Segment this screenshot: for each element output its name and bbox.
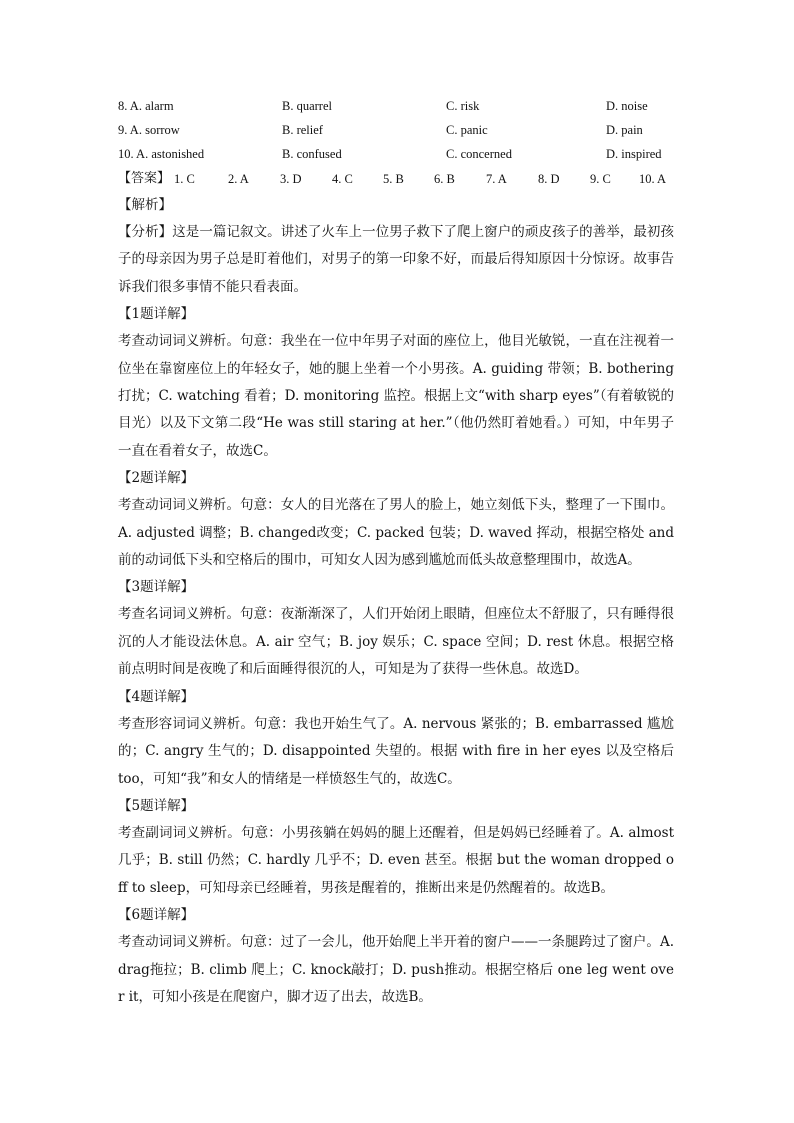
answer-item: 10. A: [639, 172, 667, 186]
option-row-10: [118, 142, 674, 166]
option-row-9: [118, 118, 674, 142]
option-c: C. panic: [446, 123, 488, 137]
option-b: B. confused: [282, 147, 342, 161]
detail-heading-4: 【4题详解】: [118, 688, 195, 705]
document-content: [118, 94, 674, 1011]
option-a: 10. A. astonished: [118, 147, 205, 161]
detail-heading-3: 【3题详解】: [118, 579, 195, 596]
option-c: C. risk: [446, 99, 480, 113]
option-c: C. concerned: [446, 147, 512, 161]
option-a: 9. A. sorrow: [118, 123, 180, 137]
summary-text: 【分析】这是一篇记叙文。讲述了火车上一位男子救下了爬上窗户的顽皮孩子的善举，最初孩子的母亲因为男子总是盯着他们，对男子的第一印象不好，而最后得知原因十分惊讶。故事告诉我们很多事情不能只看表面。: [118, 224, 674, 295]
option-d: D. inspired: [606, 147, 662, 161]
option-d: D. noise: [606, 99, 648, 113]
option-d: D. pain: [606, 123, 643, 137]
detail-heading-6: 【6题详解】: [118, 907, 195, 924]
detail-text: 考查动词词义辨析。句意：我坐在一位中年男子对面的座位上，他目光敏锐，一直在注视着一位坐在靠窗座位上的年轻女子，她的腿上坐着一个小男孩。A. guiding 带领；B. bothering 打扰；C. watching 看着；D. monitoring 监控。根据上文“with sharp eyes”（有着敏锐的目光）以及下文第二段“He was still staring at her.”（他仍然盯着她看。）可知，中年男子一直在看着女子，故选C。: [118, 333, 674, 459]
answer-item: 9. C: [590, 172, 611, 186]
answer-item: 1. C: [174, 172, 195, 186]
detail-text: 考查动词词义辨析。句意：女人的目光落在了男人的脸上，她立刻低下头，整理了一下围巾。A. adjusted 调整；B. changed改变；C. packed 包装；D. waved 挥动，根据空格处 and 前的动词低下头和空格后的围巾，可知女人因为感到尴尬而低头故意整理围巾，故选A。: [118, 497, 674, 569]
answer-item: 2. A: [228, 172, 249, 186]
answer-row: [118, 166, 674, 192]
option-b: B. relief: [282, 123, 323, 137]
detail-paragraph-4: [118, 711, 674, 793]
answer-item: 7. A: [486, 172, 507, 186]
detail-paragraph-5: [118, 820, 674, 902]
answer-item: 5. B: [383, 172, 404, 186]
answer-item: 3. D: [280, 172, 302, 186]
detail-heading-1: 【1题详解】: [118, 306, 195, 323]
answer-item: 6. B: [434, 172, 455, 186]
detail-text: 考查副词词义辨析。句意：小男孩躺在妈妈的腿上还醒着，但是妈妈已经睡着了。A. almost 几乎；B. still 仍然；C. hardly 几乎不；D. even 甚至。根据 but the woman dropped off to sleep，可知母亲已经睡着，男孩是醒着的，推断出来是仍然醒着的。故选B。: [118, 824, 674, 896]
option-b: B. quarrel: [282, 99, 332, 113]
detail-heading-5: 【5题详解】: [118, 797, 195, 814]
detail-paragraph-3: [118, 601, 674, 683]
detail-text: 考查形容词词义辨析。句意：我也开始生气了。A. nervous 紧张的；B. embarrassed 尴尬的；C. angry 生气的；D. disappointed 失望的。根据 with fire in her eyes 以及空格后 too，可知“我”和女人的情绪是一样愤怒生气的，故选C。: [118, 715, 674, 787]
detail-paragraph-2: [118, 492, 674, 574]
option-row-8: [118, 94, 674, 118]
answer-item: 4. C: [332, 172, 353, 186]
summary-paragraph: [118, 219, 674, 301]
detail-text: 考查动词词义辨析。句意：过了一会儿，他开始爬上半开着的窗户——一条腿跨过了窗户。A. drag拖拉；B. climb 爬上；C. knock敲打；D. push推动。根据空格后 one leg went over it，可知小孩是在爬窗户，脚才迈了出去，故选B。: [118, 934, 674, 1005]
option-a: 8. A. alarm: [118, 99, 174, 113]
detail-text: 考查名词词义辨析。句意：夜渐渐深了，人们开始闭上眼睛，但座位太不舒服了，只有睡得很沉的人才能设法休息。A. air 空气；B. joy 娱乐；C. space 空间；D. rest 休息。根据空格前点明时间是夜晚了和后面睡得很沉的人，可知是为了获得一些休息。故选D。: [118, 606, 674, 678]
detail-heading-2: 【2题详解】: [118, 470, 195, 487]
detail-paragraph-6: [118, 929, 674, 1011]
answer-item: 8. D: [538, 172, 560, 186]
answer-tag: 【答案】: [118, 171, 171, 186]
analysis-heading: 【解析】: [118, 197, 172, 213]
detail-paragraph-1: [118, 328, 674, 465]
